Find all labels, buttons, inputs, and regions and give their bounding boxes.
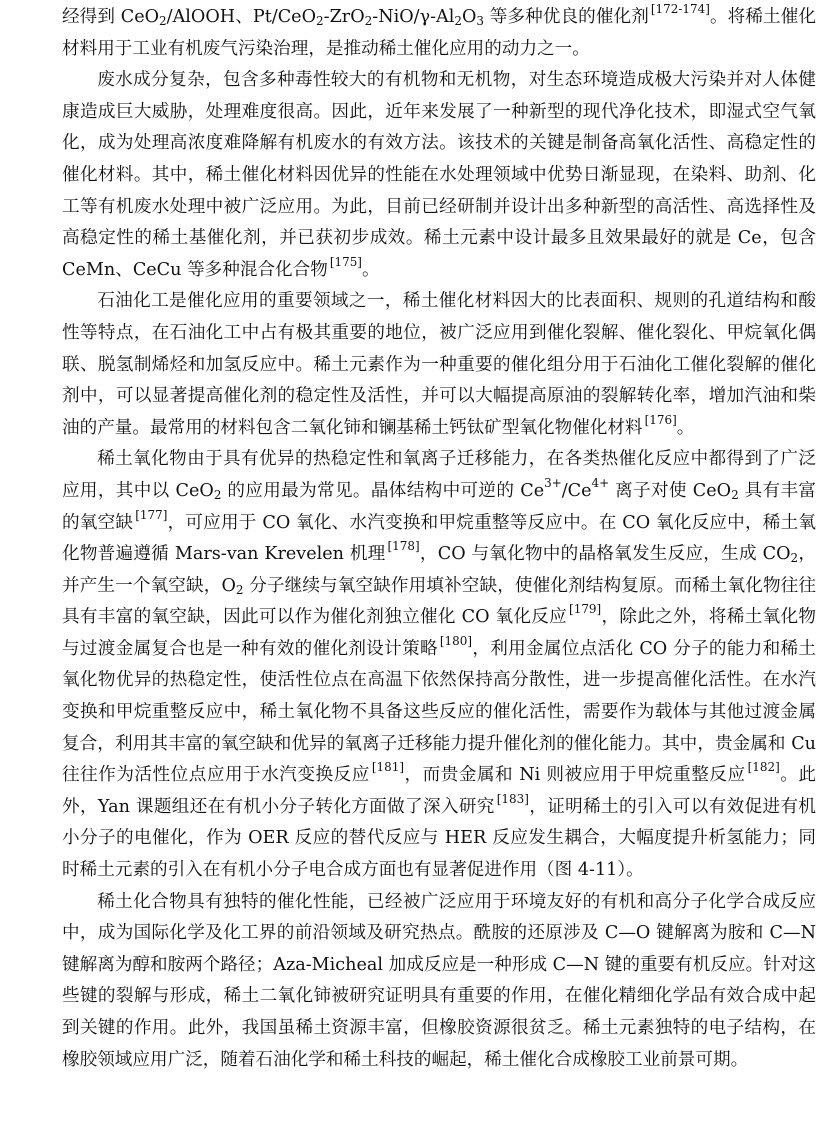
formula-subscript: 2 — [235, 582, 244, 597]
body-paragraph — [62, 887, 816, 1077]
text-run: -ZrO — [323, 7, 365, 27]
formula-subscript: 2 — [364, 13, 373, 28]
text-run: 经得到 CeO — [62, 7, 160, 27]
text-run: 石油化工是催化应用的重要领域之一，稀土催化材料因大的比表面积、规则的孔道结构和酸性等特点，在石油化工中占有极其重要的地位，被广泛应用到催化裂解、催化裂化、甲烷氧化偶联、脱氢制烯烃和加氢反应中。稀土元素作为一种重要的催化组分用于石油化工催化裂解的催化剂中，可以显著提高催化剂的稳定性及活性，并可以大幅提高原油的裂解转化率，增加汽油和柴油的产量。最常用的材料包含二氧化铈和镧基稀土钙钛矿型氧化物催化材料 — [62, 291, 816, 438]
body-paragraph — [62, 286, 816, 444]
text-run: /Ce — [561, 480, 592, 501]
citation-reference: [172-174] — [650, 2, 710, 17]
formula-subscript: 2 — [790, 551, 799, 566]
text-run: ，而贵金属和 Ni 则被应用于甲烷重整反应 — [404, 765, 746, 786]
text-run: 分子继续与氧空缺作用填补空缺，使催化剂结构复原。而稀土氧化物往往具有丰富的氧空缺，因此可以作为催化剂独立催化 CO 氧化反应 — [62, 575, 816, 628]
formula-subscript: 2 — [454, 13, 462, 28]
text-run: 具有丰富的氧空缺 — [62, 480, 817, 533]
body-paragraph — [62, 2, 816, 65]
citation-reference: [178] — [387, 539, 420, 554]
formula-supscript: 4+ — [591, 475, 610, 490]
citation-reference: [180] — [439, 633, 473, 648]
citation-reference: [176] — [644, 412, 677, 427]
body-paragraph — [62, 444, 816, 886]
text-run: ，证明稀土的引入可以有效促进有机小分子的电催化，作为 OER 反应的替代反应与 HER 反应发生耦合，大幅度提升析氢能力；同时稀土元素的引入在有机小分子电合成方面也有显著促进作用（图 4-11）。 — [62, 796, 816, 881]
text-run: 的应用最为常见。晶体结构中可逆的 Ce — [221, 480, 545, 501]
text-run: ，利用金属位点活化 CO 分子的能力和稀土氧化物优异的热稳定性，使活性位点在高温下依然保持高分散性，进一步提高催化活性。在水汽变换和甲烷重整反应中，稀土氧化物不具备这些反应的催化活性，需要作为载体与其他过渡金属复合，利用其丰富的氧空缺和优异的氧离子迁移能力提升催化剂的催化能力。其中，贵金属和 Cu 往往作为活性位点应用于水汽变换反应 — [62, 638, 816, 786]
formula-subscript: 3 — [476, 13, 485, 28]
text-run: /AlOOH、Pt/CeO — [166, 7, 317, 27]
citation-reference: [179] — [569, 602, 602, 617]
text-run: 稀土氧化物由于具有优异的热稳定性和氧离子迁移能力，在各类热催化反应中都得到了广泛应用，其中以 CeO — [62, 449, 816, 501]
text-run: ，除此之外，将稀土氧化物与过渡金属复合也是一种有效的催化剂设计策略 — [62, 607, 816, 659]
text-run: 。此外，Yan 课题组还在有机小分子转化方面做了深入研究 — [62, 765, 816, 817]
text-run: 。将稀土催化材料用于工业有机废气污染治理，是推动稀土催化应用的动力之一。 — [62, 7, 816, 59]
text-run: 。 — [361, 259, 380, 280]
citation-reference: [175] — [329, 254, 362, 269]
text-run: 等多种优良的催化剂 — [484, 7, 649, 27]
formula-subscript: 2 — [159, 13, 167, 28]
text-run: ，CO 与氧化物中的晶格氧发生反应，生成 CO — [419, 544, 791, 565]
body-paragraph — [62, 65, 816, 286]
text-run: 废水成分复杂，包含多种毒性较大的有机物和无机物，对生态环境造成极大污染并对人体健康造成巨大威胁，处理难度很高。因此，近年来发展了一种新型的现代净化技术，即湿式空气氧化，成为处理高浓度难降解有机废水的有效方法。该技术的关键是制备高氧化活性、高稳定性的催化材料。其中，稀土催化材料因优异的性能在水处理领域中优势日渐显现，在染料、助剂、化工等有机废水处理中被广泛应用。为此，目前已经研制并设计出多种新型的高活性、高选择性及高稳定性的稀土基催化剂，并已获初步成效。稀土元素中设计最多且效果最好的就是 Ce，包含 CeMn、CeCu 等多种混合化合物 — [62, 70, 816, 280]
text-run: -NiO/γ-Al — [372, 7, 455, 27]
formula-subscript: 2 — [316, 13, 324, 28]
citation-reference: [182] — [747, 760, 780, 775]
text-run: O — [461, 7, 477, 27]
formula-subscript: 2 — [213, 487, 222, 502]
text-run: ，并产生一个氧空缺，O — [62, 544, 816, 596]
text-run: 离子对使 CeO — [609, 480, 732, 501]
citation-reference: [177] — [135, 507, 168, 522]
text-run: ，可应用于 CO 氧化、水汽变换和甲烷重整等反应中。在 CO 氧化反应中，稀土氧化物普遍遵循 Mars-van Krevelen 机理 — [62, 512, 816, 565]
text-run: 。 — [676, 417, 695, 438]
formula-subscript: 2 — [731, 487, 739, 502]
citation-reference: [181] — [371, 760, 404, 775]
text-run: 稀土化合物具有独特的催化性能，已经被广泛应用于环境友好的有机和高分子化学合成反应中，成为国际化学及化工界的前沿领域及研究热点。酰胺的还原涉及 C—O 键解离为胺和 C—N 键解离为醇和胺两个路径；Aza-Micheal 加成反应是一种形成 C—N 键的重要有机反应。针对这些键的裂解与形成，稀土二氧化铈被研究证明具有重要的作用，在催化精细化学品有效合成中起到关键的作用。此外，我国虽稀土资源丰富，但橡胶资源很贫乏。稀土元素独特的电子结构，在橡胶领域应用广泛，随着石油化学和稀土科技的崛起，稀土催化合成橡胶工业前景可期。 — [62, 891, 816, 1070]
citation-reference: [183] — [496, 791, 529, 806]
formula-supscript: 3+ — [544, 475, 562, 490]
